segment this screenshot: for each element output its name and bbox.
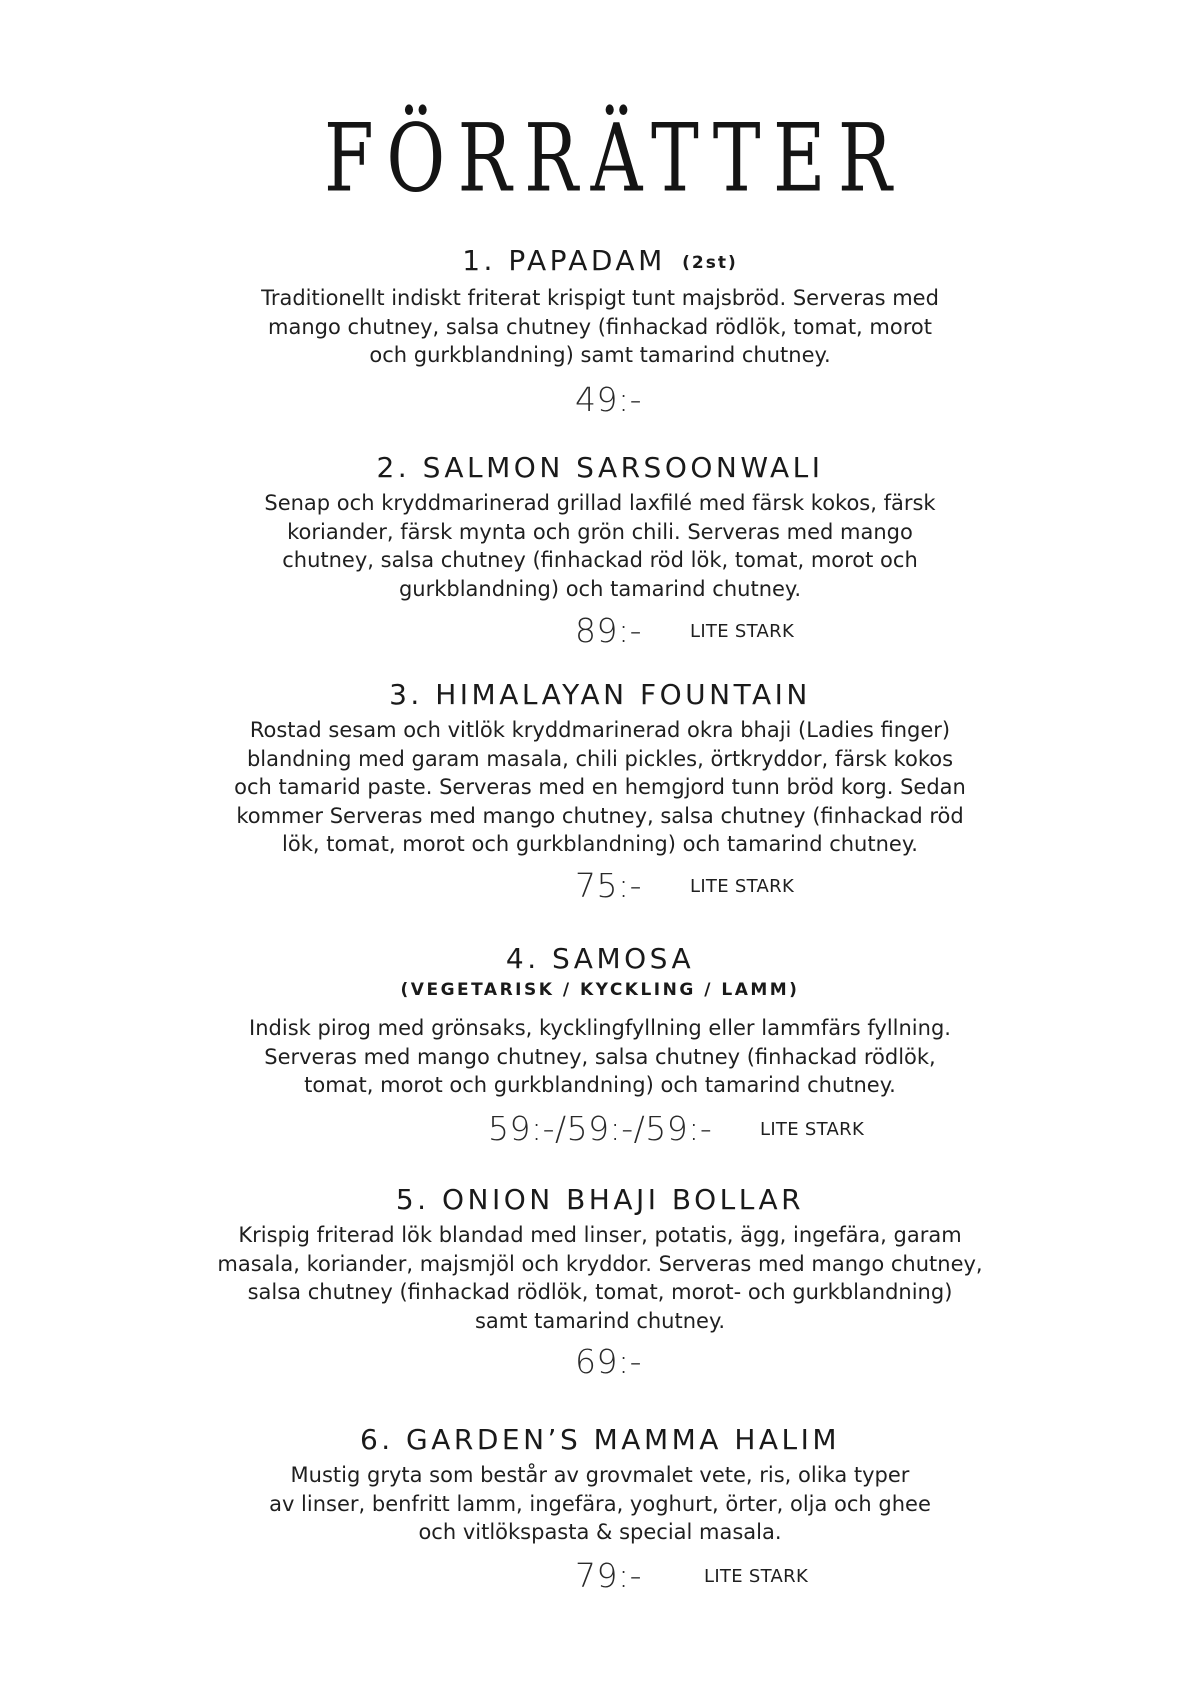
page-title: FÖRRÄTTER [324, 103, 905, 213]
price-line [0, 380, 1200, 420]
item-description: Traditionellt indiskt friterat krispigt tunt majsbröd. Serveras med mango chutney, salsa chutney (finhackad rödlök, tomat, morot och gurkblandning) samt tamarind chutney. [261, 286, 939, 367]
spice-level: LITE STARK [690, 876, 795, 897]
menu-item [0, 678, 1200, 859]
menu-item [0, 244, 1200, 370]
item-price: 49:- [575, 380, 643, 419]
item-name: 4. SAMOSA [505, 942, 695, 975]
menu-item [0, 942, 1200, 1100]
price-line [0, 611, 1200, 651]
item-name: 3. HIMALAYAN FOUNTAIN [389, 678, 811, 711]
item-subtitle: (VEGETARISK / KYCKLING / LAMM) [400, 980, 800, 1000]
item-description: Krispig friterad lök blandad med linser, potatis, ägg, ingefära, garam masala, koriander, majsmjöl och kryddor. Serveras med mango chutney, salsa chutney (finhackad rödlök, tomat, morot- och gurkblandning) samt tamarind chutney. [217, 1223, 983, 1333]
price-line [0, 866, 1200, 906]
item-name: 5. ONION BHAJI BOLLAR [395, 1183, 805, 1216]
item-price: 69:- [575, 1342, 643, 1381]
item-price: 59:-/59:-/59:- [488, 1109, 713, 1148]
item-name: 6. GARDEN’S MAMMA HALIM [359, 1423, 841, 1456]
price-line [0, 1556, 1200, 1596]
item-price: 75:- [575, 866, 643, 905]
item-price: 79:- [575, 1556, 643, 1595]
spice-level: LITE STARK [704, 1566, 809, 1587]
menu-item [0, 451, 1200, 603]
item-description: Rostad sesam och vitlök kryddmarinerad okra bhaji (Ladies finger) blandning med garam masala, chili pickles, örtkryddor, färsk kokos och tamarid paste. Serveras med en hemgjord tunn bröd korg. Sedan kommer Serveras med mango chutney, salsa chutney (finhackad röd lök, tomat, morot och gurkblandning) och tamarind chutney. [234, 718, 966, 856]
spice-level: LITE STARK [690, 621, 795, 642]
item-description: Indisk pirog med grönsaks, kycklingfyllning eller lammfärs fyllning. Serveras med mango chutney, salsa chutney (finhackad rödlök, tomat, morot och gurkblandning) och tamarind chutney. [249, 1016, 951, 1097]
item-price: 89:- [575, 611, 643, 650]
menu-item [0, 1423, 1200, 1547]
price-line [0, 1109, 1200, 1149]
menu-item [0, 1183, 1200, 1335]
item-quantity: (2st) [682, 253, 738, 273]
spice-level: LITE STARK [760, 1119, 865, 1140]
item-description: Senap och kryddmarinerad grillad laxfilé med färsk kokos, färsk koriander, färsk mynta och grön chili. Serveras med mango chutney, salsa chutney (finhackad röd lök, tomat, morot och gurkblandning) och tamarind chutney. [264, 491, 936, 601]
item-name: 2. SALMON SARSOONWALI [376, 451, 824, 484]
price-line [0, 1342, 1200, 1382]
item-name: 1. PAPADAM (2st) [462, 244, 738, 277]
item-description: Mustig gryta som består av grovmalet vete, ris, olika typer av linser, benfritt lamm, ingefära, yoghurt, örter, olja och ghee och vitlökspasta & special masala. [269, 1463, 931, 1544]
